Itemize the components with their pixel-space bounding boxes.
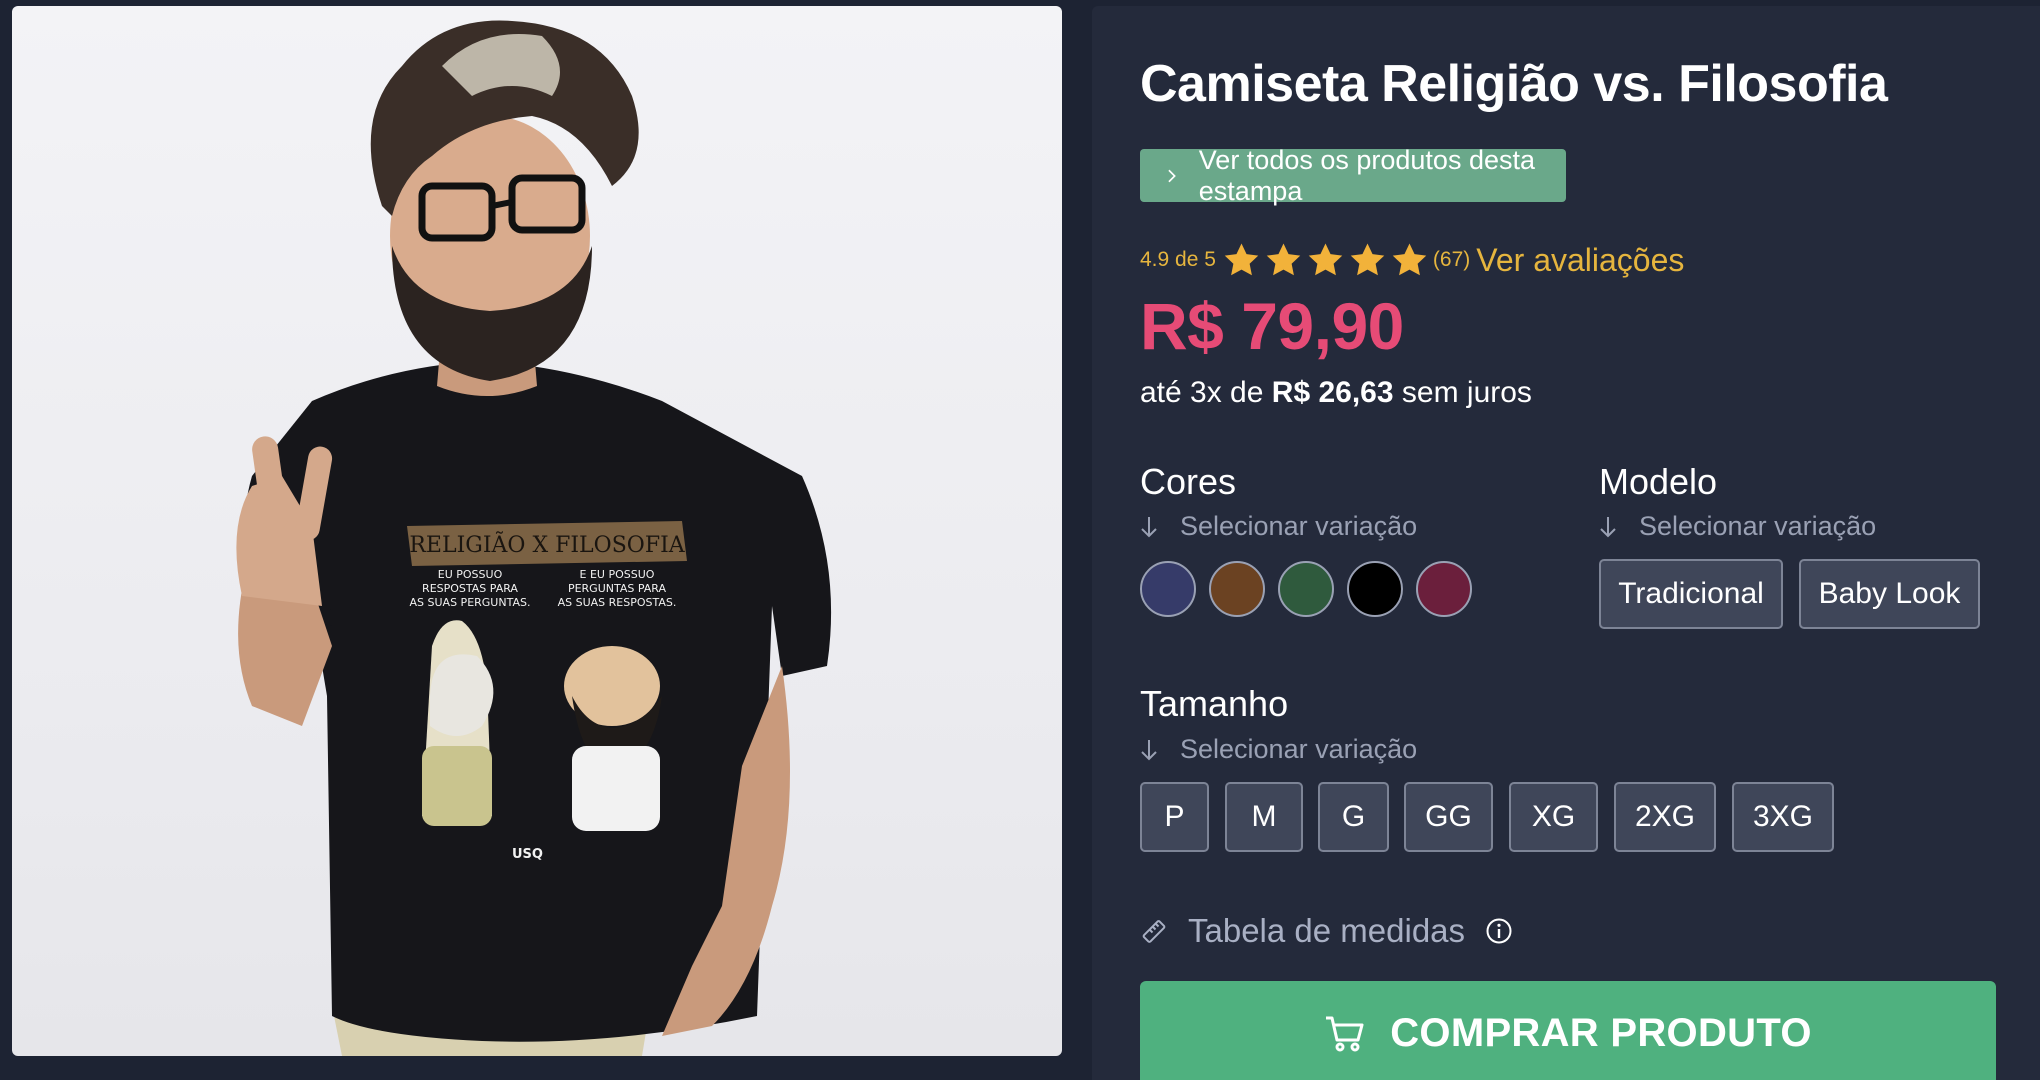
view-reviews-link[interactable]: Ver avaliações	[1476, 241, 1685, 278]
buy-product-button[interactable]	[1140, 981, 1996, 1080]
print-bubble-left-2: RESPOSTAS PARA	[422, 582, 518, 595]
model-option-baby-look[interactable]: Baby Look	[1799, 559, 1980, 629]
arrow-down-icon	[1599, 515, 1617, 539]
model-label: Modelo	[1599, 461, 1718, 502]
size-option-g[interactable]: G	[1318, 782, 1389, 852]
print-bubble-right-3: AS SUAS RESPOSTAS.	[557, 596, 677, 609]
swatch-navy[interactable]	[1140, 561, 1196, 617]
installments-suffix: sem juros	[1401, 376, 1532, 409]
star-icon	[1348, 241, 1387, 280]
size-option-2xg[interactable]: 2XG	[1614, 782, 1716, 852]
swatch-black[interactable]	[1347, 561, 1403, 617]
installments-info	[1140, 376, 1532, 410]
size-option-p[interactable]: P	[1140, 782, 1209, 852]
size-chart-link[interactable]	[1140, 911, 1513, 951]
size-option-gg[interactable]: GG	[1404, 782, 1493, 852]
size-hint-text: Selecionar variação	[1180, 734, 1418, 764]
product-price: R$ 79,90	[1140, 289, 1404, 363]
swatch-green[interactable]	[1278, 561, 1334, 617]
product-photo[interactable]	[12, 6, 1062, 1056]
arrow-down-icon	[1140, 515, 1158, 539]
colors-select-hint	[1140, 511, 1417, 542]
size-option-m[interactable]: M	[1225, 782, 1303, 852]
model-select-hint	[1599, 511, 1876, 542]
swatch-brown[interactable]	[1209, 561, 1265, 617]
print-bubble-right-2: PERGUNTAS PARA	[567, 582, 667, 595]
ruler-icon	[1140, 918, 1166, 944]
view-print-products-link[interactable]	[1140, 144, 1566, 206]
view-print-products-label: Ver todos os produtos desta estampa	[1198, 144, 1536, 206]
print-bubble-left-3: AS SUAS PERGUNTAS.	[409, 596, 531, 609]
rating-score: 4.9 de 5	[1140, 248, 1216, 271]
size-chart-label: Tabela de medidas	[1188, 912, 1466, 949]
size-select-hint	[1140, 734, 1417, 765]
print-bubble-right-1: E EU POSSUO	[579, 568, 655, 581]
swatch-wine[interactable]	[1416, 561, 1472, 617]
size-label: Tamanho	[1140, 683, 1289, 724]
model-option-tradicional[interactable]: Tradicional	[1599, 559, 1783, 629]
print-banner-text: RELIGIÃO X FILOSOFIA	[409, 533, 685, 558]
arrow-down-icon	[1140, 738, 1158, 762]
rating-count: (67)	[1432, 248, 1471, 271]
star-icon	[1306, 241, 1345, 280]
size-option-3xg[interactable]: 3XG	[1732, 782, 1834, 852]
colors-hint-text: Selecionar variação	[1180, 511, 1418, 541]
colors-label: Cores	[1140, 461, 1237, 502]
rating-summary	[1140, 238, 1684, 282]
product-info-panel	[1092, 6, 2040, 1080]
star-icon	[1264, 241, 1303, 280]
rating-stars	[1222, 241, 1429, 280]
star-icon	[1390, 241, 1429, 280]
model-illustration	[12, 6, 1062, 1056]
print-signature: USQ	[512, 847, 543, 862]
size-option-xg[interactable]: XG	[1509, 782, 1598, 852]
buy-product-label: COMPRAR PRODUTO	[1390, 1011, 1812, 1055]
installments-prefix: até 3x de	[1140, 376, 1264, 409]
model-hint-text: Selecionar variação	[1639, 511, 1877, 541]
chevron-right-icon	[1164, 167, 1179, 185]
star-icon	[1222, 241, 1261, 280]
installments-amount: R$ 26,63	[1271, 376, 1394, 409]
print-bubble-left-1: EU POSSUO	[437, 568, 503, 581]
info-icon[interactable]	[1485, 917, 1513, 945]
cart-icon	[1324, 1015, 1366, 1053]
product-title: Camiseta Religião vs. Filosofia	[1140, 55, 1888, 113]
